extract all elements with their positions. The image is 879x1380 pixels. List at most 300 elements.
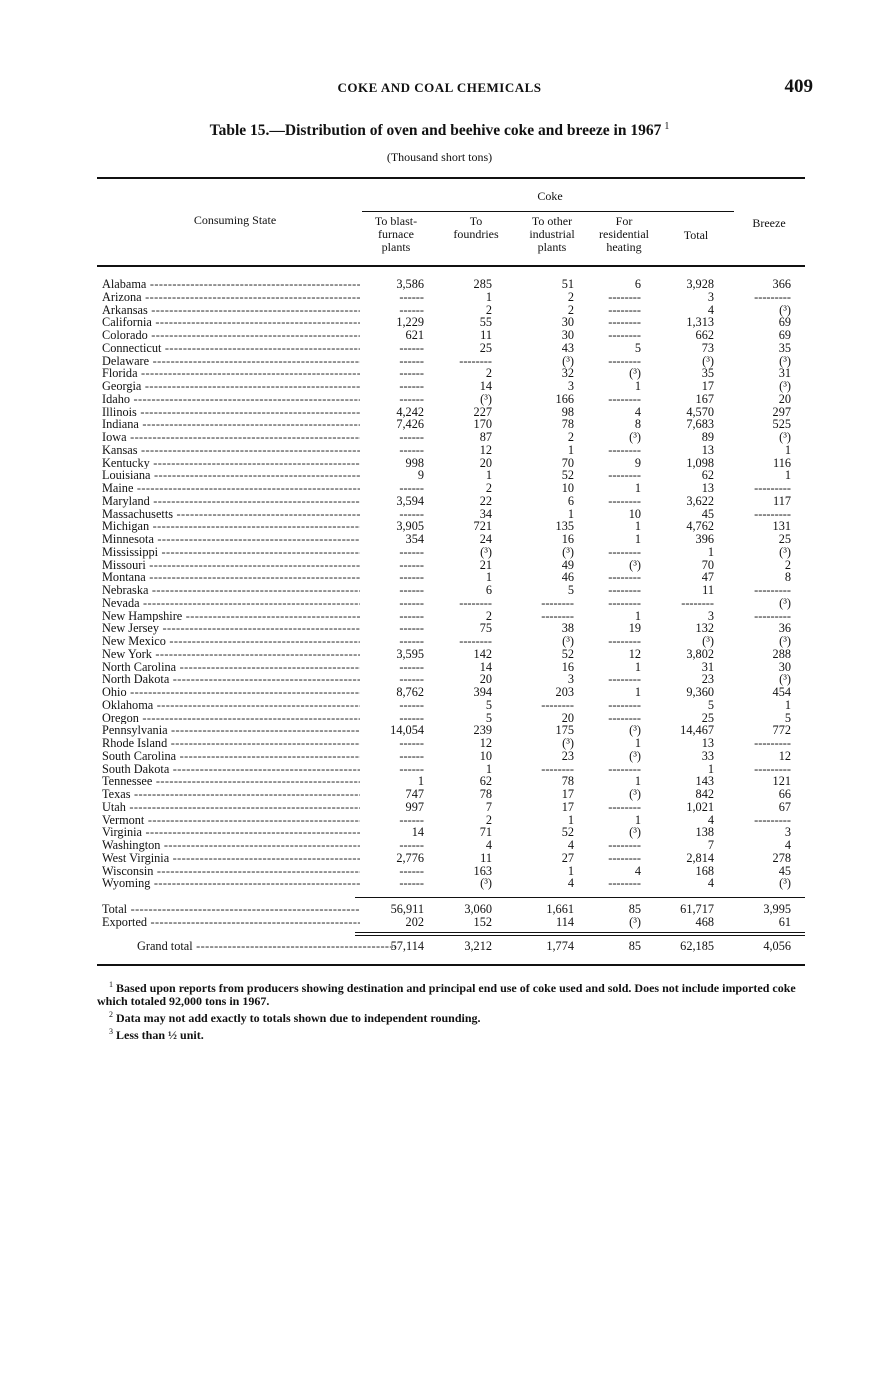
col-header-total: Total (683, 228, 709, 242)
row-value-col3: 4 (634, 404, 641, 419)
footnote-3-mark: 3 (109, 1027, 113, 1036)
row-value-col4: 138 (695, 825, 714, 840)
row-value-col5: --------- (754, 736, 791, 750)
row-value-col3: -------- (608, 761, 641, 776)
row-value-col1: 3,060 (464, 902, 492, 916)
table-row (97, 469, 805, 482)
table-row (97, 724, 805, 737)
row-state-label: Exported ----- (102, 916, 360, 929)
row-value-col3: -------- (608, 710, 641, 725)
row-value-col1: 394 (473, 685, 492, 699)
row-value-col2: 1 (567, 442, 574, 457)
row-value-col4: 1 (707, 544, 714, 559)
row-value-col2: 98 (561, 404, 574, 419)
row-value-col3: 1 (634, 685, 641, 699)
row-value-col2: 20 (561, 710, 574, 725)
row-value-col4: 13 (701, 481, 714, 495)
row-state-label: Alabama ----- (102, 278, 360, 291)
row-value-col0: ------ (399, 595, 424, 610)
coke-group-rule (362, 211, 734, 212)
row-value-col4: 3,928 (686, 277, 714, 291)
row-value-col5: (³) (779, 634, 791, 648)
row-value-col1: (³) (480, 391, 492, 406)
table-row (97, 852, 805, 865)
row-value-col2: 4 (567, 876, 574, 891)
row-value-col4: 35 (701, 366, 714, 381)
row-value-col0: 747 (405, 787, 424, 801)
row-value-col2: 1 (567, 812, 574, 827)
row-value-col4: 61,717 (680, 902, 714, 916)
row-value-col2: 52 (561, 825, 574, 840)
row-state-label: Arizona ----- (102, 291, 360, 304)
row-value-col1: 142 (473, 646, 492, 661)
row-value-col3: 10 (628, 506, 641, 521)
table-row (97, 482, 805, 495)
row-value-col3: 1 (634, 519, 641, 534)
row-value-col3: -------- (608, 799, 641, 814)
row-state-label: Virginia ----- (102, 826, 360, 839)
row-value-col0: ------ (399, 391, 424, 406)
row-value-col4: 70 (701, 557, 714, 572)
row-value-col5: --------- (754, 506, 791, 521)
row-value-col3: -------- (608, 838, 641, 852)
row-value-col0: 56,911 (390, 902, 424, 916)
row-value-col3: 12 (628, 646, 641, 661)
row-value-col5: --------- (754, 812, 791, 827)
row-state-label: Georgia ----- (102, 380, 360, 393)
row-value-col0: ------ (399, 736, 424, 750)
row-value-col2: 10 (561, 481, 574, 495)
row-value-col5: --------- (754, 289, 791, 304)
row-value-col0: ------ (399, 302, 424, 317)
table-row (97, 457, 805, 470)
row-value-col3: (³) (629, 723, 641, 738)
row-value-col2: 4 (567, 838, 574, 852)
row-value-col2: 3 (567, 379, 574, 393)
row-value-col4: 3,802 (686, 646, 714, 661)
table-bottom-rule (97, 964, 805, 966)
row-value-col1: 24 (479, 532, 492, 546)
row-value-col2: 135 (555, 519, 574, 534)
row-value-col3: (³) (629, 557, 641, 572)
row-value-col2: 3 (567, 672, 574, 687)
table-title-text: Table 15.—Distribution of oven and beehive coke and breeze in 1967 (209, 122, 662, 140)
row-state-label: Pennsylvania ----- (102, 724, 360, 737)
row-value-col0: 57,114 (390, 939, 424, 953)
row-value-col3: -------- (608, 391, 641, 406)
row-value-col4: 3 (707, 289, 714, 304)
row-value-col5: 772 (772, 723, 791, 738)
row-value-col5: (³) (779, 544, 791, 559)
row-state-label: Illinois ----- (102, 406, 360, 419)
row-value-col1: 2 (485, 481, 492, 495)
row-state-label: Minnesota ----- (102, 533, 360, 546)
row-value-col5: 297 (772, 404, 791, 419)
row-value-col5: 2 (784, 557, 791, 572)
row-value-col4: 468 (695, 914, 714, 929)
row-state-label: Maryland ----- (102, 495, 360, 508)
row-value-col3: -------- (608, 302, 641, 317)
row-value-col4: 7 (707, 838, 714, 852)
row-value-col0: 2,776 (396, 850, 424, 865)
row-value-col4: 14,467 (680, 723, 714, 738)
row-value-col4: 73 (701, 340, 714, 355)
table-row (97, 559, 805, 572)
row-value-col0: ------ (399, 748, 424, 763)
row-value-col3: 9 (634, 455, 641, 470)
row-value-col5: (³) (779, 302, 791, 317)
row-value-col4: 13 (701, 736, 714, 750)
row-value-col3: -------- (608, 672, 641, 687)
row-value-col5: 1 (784, 442, 791, 457)
row-value-col0: ------ (399, 608, 424, 623)
row-value-col2: (³) (562, 544, 574, 559)
row-value-col1: 1 (485, 761, 492, 776)
col-header-foundries: To foundries (453, 214, 499, 241)
footnote-2-mark: 2 (109, 1010, 113, 1019)
row-state-label: Delaware ----- (102, 355, 360, 368)
table-row (97, 737, 805, 750)
row-value-col2: 32 (561, 366, 574, 381)
row-value-col3: -------- (608, 595, 641, 610)
table-row (97, 940, 805, 953)
row-value-col4: (³) (702, 353, 714, 368)
row-value-col4: 11 (702, 583, 714, 597)
table-totals (97, 903, 805, 929)
table-row (97, 571, 805, 584)
row-value-col1: 2 (485, 812, 492, 827)
row-value-col5: (³) (779, 595, 791, 610)
footnote-3-text: Less than ½ unit. (116, 1028, 204, 1042)
row-value-col1: (³) (480, 876, 492, 891)
row-value-col2: 203 (555, 685, 574, 699)
table-row (97, 839, 805, 852)
row-value-col0: ------ (399, 557, 424, 572)
row-value-col5: 69 (778, 328, 791, 342)
row-value-col5: (³) (779, 876, 791, 891)
row-value-col5: --------- (754, 481, 791, 495)
table-row (97, 686, 805, 699)
row-value-col0: ------ (399, 442, 424, 457)
row-value-col2: 52 (561, 646, 574, 661)
row-state-label: South Dakota ----- (102, 763, 360, 776)
row-value-col4: 1,098 (686, 455, 714, 470)
row-value-col2: 46 (561, 570, 574, 585)
row-state-label: Ohio ----- (102, 686, 360, 699)
row-value-col3: -------- (608, 289, 641, 304)
row-value-col3: 1 (634, 659, 641, 674)
row-value-col4: 842 (695, 787, 714, 801)
row-value-col2: 114 (556, 914, 574, 929)
row-value-col0: 9 (417, 468, 424, 483)
row-value-col5: (³) (779, 430, 791, 444)
row-value-col4: 45 (701, 506, 714, 521)
row-value-col5: --------- (754, 761, 791, 776)
row-state-label: Nevada ----- (102, 597, 360, 610)
row-value-col5: 31 (778, 366, 791, 381)
row-value-col5: 25 (778, 532, 791, 546)
col-header-blast-furnace: To blast- furnace plants (374, 214, 418, 254)
row-value-col2: 51 (561, 277, 574, 291)
row-value-col2: 27 (561, 850, 574, 865)
row-value-col2: 78 (561, 774, 574, 789)
row-value-col5: 3,995 (763, 902, 791, 916)
row-state-label: Texas ----- (102, 788, 360, 801)
row-value-col1: 11 (480, 850, 492, 865)
row-value-col4: 167 (695, 391, 714, 406)
row-value-col3: 1 (634, 774, 641, 789)
table-title-footnote-mark: 1 (664, 121, 670, 132)
row-value-col0: 997 (405, 799, 424, 814)
row-value-col3: (³) (629, 366, 641, 381)
row-value-col1: -------- (459, 634, 492, 648)
row-value-col5: --------- (754, 583, 791, 597)
row-value-col1: 55 (479, 315, 492, 330)
table-row (97, 750, 805, 763)
row-value-col0: 7,426 (396, 417, 424, 432)
row-value-col0: ------ (399, 710, 424, 725)
row-value-col1: 3,212 (464, 939, 492, 953)
row-value-col5: 278 (772, 850, 791, 865)
row-value-col1: 4 (485, 838, 492, 852)
table-row (97, 699, 805, 712)
row-state-label: Massachusetts ----- (102, 508, 360, 521)
table-row (97, 801, 805, 814)
row-value-col2: 17 (561, 799, 574, 814)
totals-rule (355, 897, 805, 898)
table-row (97, 635, 805, 648)
table-row (97, 903, 805, 916)
row-value-col1: 78 (479, 787, 492, 801)
row-value-col5: --------- (754, 608, 791, 623)
row-state-label: New York ----- (102, 648, 360, 661)
row-value-col0: ------ (399, 838, 424, 852)
row-value-col3: -------- (608, 315, 641, 330)
row-value-col1: 163 (473, 863, 492, 878)
row-value-col3: -------- (608, 544, 641, 559)
row-value-col1: 75 (479, 621, 492, 636)
row-state-label: South Carolina ----- (102, 750, 360, 763)
row-value-col5: 116 (773, 455, 791, 470)
row-value-col0: 3,595 (396, 646, 424, 661)
row-value-col3: -------- (608, 850, 641, 865)
row-value-col5: 366 (772, 277, 791, 291)
row-value-col1: 10 (479, 748, 492, 763)
row-value-col3: 4 (634, 863, 641, 878)
col-header-residential: For residential heating (599, 214, 649, 254)
row-value-col0: ------ (399, 583, 424, 597)
row-state-label: Montana ----- (102, 571, 360, 584)
row-value-col4: 62 (701, 468, 714, 483)
row-value-col3: -------- (608, 634, 641, 648)
row-value-col2: 1 (567, 506, 574, 521)
row-value-col1: 25 (479, 340, 492, 355)
table-title (0, 121, 879, 140)
row-value-col4: 143 (695, 774, 714, 789)
row-value-col5: (³) (779, 672, 791, 687)
grand-total-rule-2 (355, 935, 805, 936)
row-value-col3: 85 (628, 902, 641, 916)
col-header-other-industrial: To other industrial plants (529, 214, 575, 254)
table-row (97, 788, 805, 801)
row-value-col4: 396 (695, 532, 714, 546)
row-value-col2: -------- (541, 697, 574, 712)
row-value-col4: 662 (695, 328, 714, 342)
table-row (97, 444, 805, 457)
row-value-col5: 5 (784, 710, 791, 725)
row-state-label: Wyoming ----- (102, 877, 360, 890)
row-value-col1: 87 (479, 430, 492, 444)
row-value-col2: 2 (567, 430, 574, 444)
row-value-col4: 1,021 (686, 799, 714, 814)
row-value-col0: 3,905 (396, 519, 424, 534)
row-state-label: Oregon ----- (102, 712, 360, 725)
row-value-col5: (³) (779, 379, 791, 393)
row-value-col0: 202 (405, 914, 424, 929)
row-value-col0: 14 (411, 825, 424, 840)
row-value-col0: ------ (399, 430, 424, 444)
row-value-col2: 70 (561, 455, 574, 470)
row-value-col5: 3 (784, 825, 791, 840)
table-subtitle: (Thousand short tons) (386, 150, 493, 164)
row-value-col0: ------ (399, 876, 424, 891)
grand-total-row-wrapper (97, 940, 805, 953)
row-value-col5: 12 (778, 748, 791, 763)
row-value-col3: 19 (628, 621, 641, 636)
row-state-label: Iowa ----- (102, 431, 360, 444)
row-value-col5: 288 (772, 646, 791, 661)
row-value-col3: 1 (634, 812, 641, 827)
table-row (97, 329, 805, 342)
row-state-label: Mississippi ----- (102, 546, 360, 559)
row-state-label: New Jersey ----- (102, 622, 360, 635)
row-state-label: Idaho ----- (102, 393, 360, 406)
row-value-col1: 227 (473, 404, 492, 419)
row-value-col2: 30 (561, 328, 574, 342)
row-state-label: Louisiana ----- (102, 469, 360, 482)
table-row (97, 865, 805, 878)
row-value-col2: 16 (561, 659, 574, 674)
row-state-label: Michigan ----- (102, 520, 360, 533)
row-value-col0: ------ (399, 697, 424, 712)
row-value-col2: 2 (567, 289, 574, 304)
row-value-col0: 14,054 (390, 723, 424, 738)
row-value-col4: 4 (707, 876, 714, 891)
row-state-label: Arkansas ----- (102, 304, 360, 317)
footnote-1-mark: 1 (109, 980, 113, 989)
row-value-col2: 38 (561, 621, 574, 636)
row-value-col1: 1 (485, 468, 492, 483)
row-value-col1: 721 (473, 519, 492, 534)
table-row (97, 431, 805, 444)
row-state-label: Kentucky ----- (102, 457, 360, 470)
row-value-col0: ------ (399, 506, 424, 521)
row-value-col4: 13 (701, 442, 714, 457)
row-value-col1: 62 (479, 774, 492, 789)
table-row (97, 546, 805, 559)
row-value-col2: 78 (561, 417, 574, 432)
row-value-col4: 89 (701, 430, 714, 444)
row-value-col0: ------ (399, 761, 424, 776)
row-state-label: Kansas ----- (102, 444, 360, 457)
row-value-col5: 36 (778, 621, 791, 636)
row-state-label: North Dakota ----- (102, 673, 360, 686)
row-value-col2: 1 (567, 863, 574, 878)
row-state-label: Oklahoma ----- (102, 699, 360, 712)
row-value-col4: 33 (701, 748, 714, 763)
table-row (97, 380, 805, 393)
row-value-col4: (³) (702, 634, 714, 648)
row-state-label: Vermont ----- (102, 814, 360, 827)
row-value-col0: ------ (399, 621, 424, 636)
row-value-col4: 47 (701, 570, 714, 585)
footnote-2-text: Data may not add exactly to totals shown due to independent rounding. (116, 1011, 481, 1025)
running-head-title: COKE AND COAL CHEMICALS (337, 80, 542, 95)
row-value-col4: 5 (707, 697, 714, 712)
row-value-col0: ------ (399, 659, 424, 674)
row-value-col0: ------ (399, 812, 424, 827)
row-value-col1: 1 (485, 570, 492, 585)
row-value-col3: (³) (629, 748, 641, 763)
row-value-col5: (³) (779, 353, 791, 368)
row-value-col2: (³) (562, 736, 574, 750)
row-value-col1: 20 (479, 455, 492, 470)
row-value-col5: 20 (778, 391, 791, 406)
row-value-col5: 117 (773, 493, 791, 508)
row-value-col3: 1 (634, 481, 641, 495)
row-state-label: Florida ----- (102, 367, 360, 380)
row-value-col4: 7,683 (686, 417, 714, 432)
row-value-col3: -------- (608, 697, 641, 712)
row-value-col0: ------ (399, 340, 424, 355)
row-value-col0: 354 (405, 532, 424, 546)
row-state-label: Colorado ----- (102, 329, 360, 342)
row-state-label: North Carolina ----- (102, 661, 360, 674)
row-value-col2: 2 (567, 302, 574, 317)
row-value-col1: 71 (479, 825, 492, 840)
row-value-col4: -------- (681, 595, 714, 610)
header-bottom-rule (97, 265, 805, 267)
row-value-col0: 3,594 (396, 493, 424, 508)
row-value-col4: 25 (701, 710, 714, 725)
table-row (97, 342, 805, 355)
row-value-col3: -------- (608, 876, 641, 891)
table-row (97, 661, 805, 674)
row-value-col2: -------- (541, 595, 574, 610)
row-value-col1: 34 (479, 506, 492, 521)
row-value-col0: ------ (399, 379, 424, 393)
row-state-label: California ----- (102, 316, 360, 329)
row-value-col5: 30 (778, 659, 791, 674)
row-value-col1: 2 (485, 608, 492, 623)
row-value-col5: 69 (778, 315, 791, 330)
row-value-col1: 1 (485, 289, 492, 304)
table-row (97, 916, 805, 929)
row-value-col1: 22 (479, 493, 492, 508)
row-value-col5: 525 (772, 417, 791, 432)
row-value-col5: 61 (778, 914, 791, 929)
stub-header: Consuming State (193, 213, 277, 227)
table-row (97, 826, 805, 839)
row-value-col4: 1 (707, 761, 714, 776)
row-state-label: Utah ----- (102, 801, 360, 814)
row-value-col3: -------- (608, 442, 641, 457)
row-value-col2: 166 (555, 391, 574, 406)
row-state-label: Maine ----- (102, 482, 360, 495)
row-value-col0: ------ (399, 366, 424, 381)
row-value-col2: 16 (561, 532, 574, 546)
row-state-label: Missouri ----- (102, 559, 360, 572)
